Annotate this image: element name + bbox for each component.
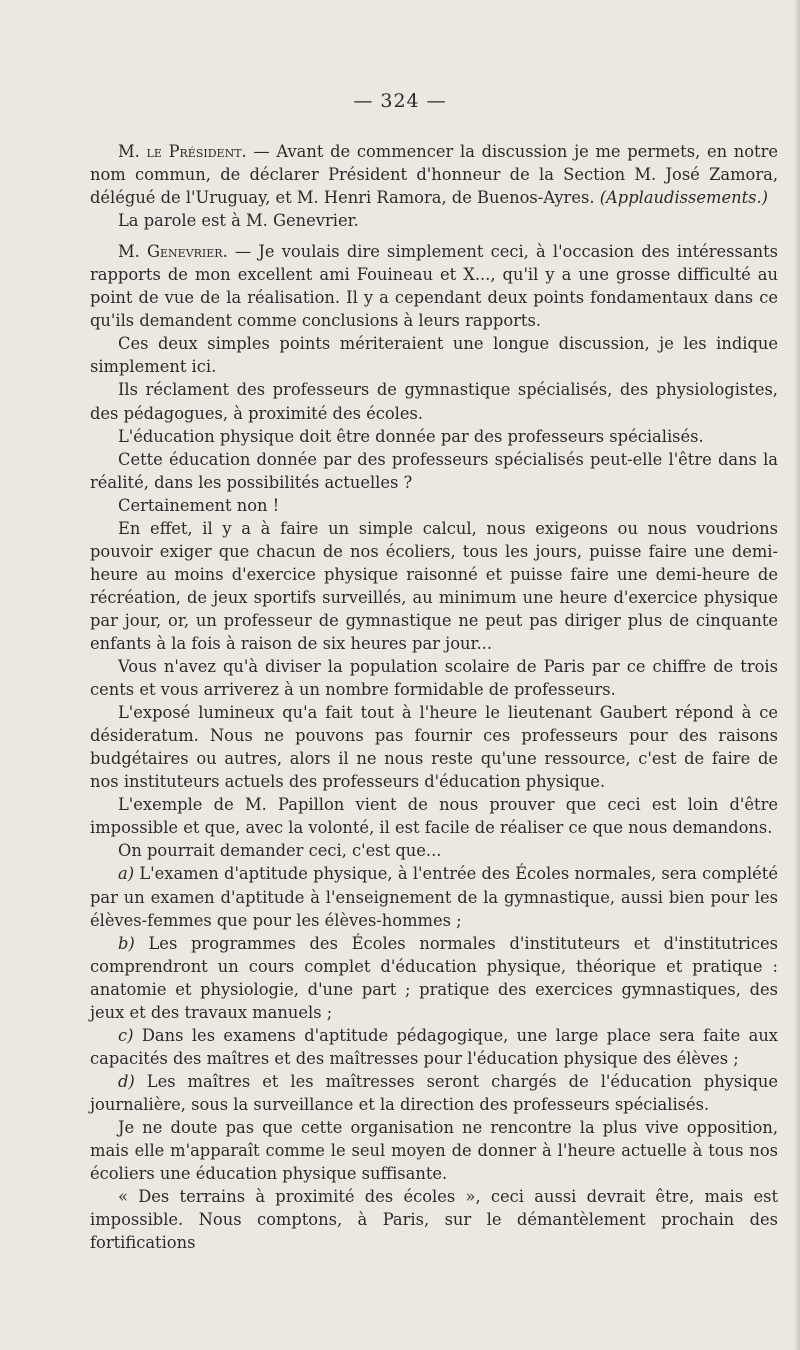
paragraph: Cette éducation donnée par des professeurs spécialisés peut-elle l'être dans la réalité, dans les possibilités actuelles ? (90, 449, 778, 492)
paragraph: L'exemple de M. Papillon vient de nous prouver que ceci est loin d'être impossible et que, avec la volonté, il est facile de réaliser ce que nous demandons. (90, 795, 778, 838)
paragraph: On pourrait demander ceci, c'est que... (118, 841, 442, 861)
speaker-name: M. Genevrier. (118, 242, 228, 262)
stage-direction: (Applaudissements.) (599, 188, 769, 208)
paragraph: Certainement non ! (118, 495, 280, 515)
paragraph: Je ne doute pas que cette organisation ne rencontre la plus vive opposition, mais elle m'apparaît comme le seul moyen de donner à l'heure actuelle à tous nos écoliers une éducation physique suffisante. (90, 1117, 778, 1184)
list-item: b) Les programmes des Écoles normales d'instituteurs et d'institutrices comprendront un cours complet d'éducation physique, théorique et pratique : anatomie et physiologie, d'une part ; pratique des exercices gymnastiques, des jeux et des travaux manuels ; (90, 933, 778, 1022)
paragraph: La parole est à M. Genevrier. (118, 211, 359, 231)
paragraph: « Des terrains à proximité des écoles », ceci aussi devrait être, mais est impossible. Nous comptons, à Paris, sur le démantèlement prochain des fortifications (90, 1187, 778, 1253)
paragraph: L'exposé lumineux qu'a fait tout à l'heure le lieutenant Gaubert répond à ce désideratum. Nous ne pouvons pas fournir ces professeurs pour des raisons budgétaires ou autres, alors il ne nous reste qu'une ressource, c'est de faire de nos instituteurs actuels des professeurs d'éducation physique. (90, 703, 778, 792)
list-marker: b) (118, 933, 135, 953)
list-marker: c) (118, 1025, 134, 1045)
page-number: — 324 — (353, 90, 447, 112)
body-text (90, 140, 778, 1254)
paragraph: L'éducation physique doit être donnée par des professeurs spécialisés. (118, 426, 704, 446)
paragraph: En effet, il y a à faire un simple calcul, nous exigeons ou nous voudrions pouvoir exiger que chacun de nos écoliers, tous les jours, puisse faire une demi-heure au moins d'exercice physique raisonné et puisse faire une demi-heure de récréation, de jeux sportifs surveillés, au minimum une heure d'exercice physique par jour, or, un professeur de gymnastique ne peut pas diriger plus de cinquante enfants à la fois à raison de six heures par jour... (90, 518, 778, 653)
speaker-name: M. le Président. (118, 142, 247, 161)
paragraph: Vous n'avez qu'à diviser la population scolaire de Paris par ce chiffre de trois cents et vous arriverez à un nombre formidable de professeurs. (90, 657, 778, 700)
paragraph: M. le Président. — Avant de commencer la discussion je me permets, en notre nom commun, de déclarer Président d'honneur de la Section M. José Zamora, délégué de l'Uruguay, et M. Henri Ramora, de Buenos-Ayres. (Applaudissements.) (90, 142, 779, 208)
paragraph: Ils réclament des professeurs de gymnastique spécialisés, des physiologistes, des pédagogues, à proximité des écoles. (90, 380, 778, 423)
list-marker: a) (118, 864, 135, 884)
list-item: d) Les maîtres et les maîtresses seront chargés de l'éducation physique journalière, sous la surveillance et la direction des professeurs spécialisés. (90, 1071, 778, 1114)
list-marker: d) (118, 1071, 135, 1091)
list-item: a) L'examen d'aptitude physique, à l'entrée des Écoles normales, sera complété par un examen d'aptitude à l'enseignement de la gymnastique, aussi bien pour les élèves-femmes que pour les élèves-hommes ; (90, 864, 778, 930)
paragraph: Ces deux simples points mériteraient une longue discussion, je les indique simplement ici. (90, 334, 778, 377)
list-item: c) Dans les examens d'aptitude pédagogique, une large place sera faite aux capacités des maîtres et des maîtresses pour l'éducation physique des élèves ; (90, 1025, 778, 1068)
page-edge-shadow (794, 0, 800, 1350)
paragraph: M. Genevrier. — Je voulais dire simplement ceci, à l'occasion des intéressants rapports de mon excellent ami Fouineau et X..., qu'il y a une grosse difficulté au point de vue de la réalisation. Il y a cependant deux points fondamentaux dans ce qu'ils demandent comme conclusions à leurs rapports. (90, 242, 778, 331)
